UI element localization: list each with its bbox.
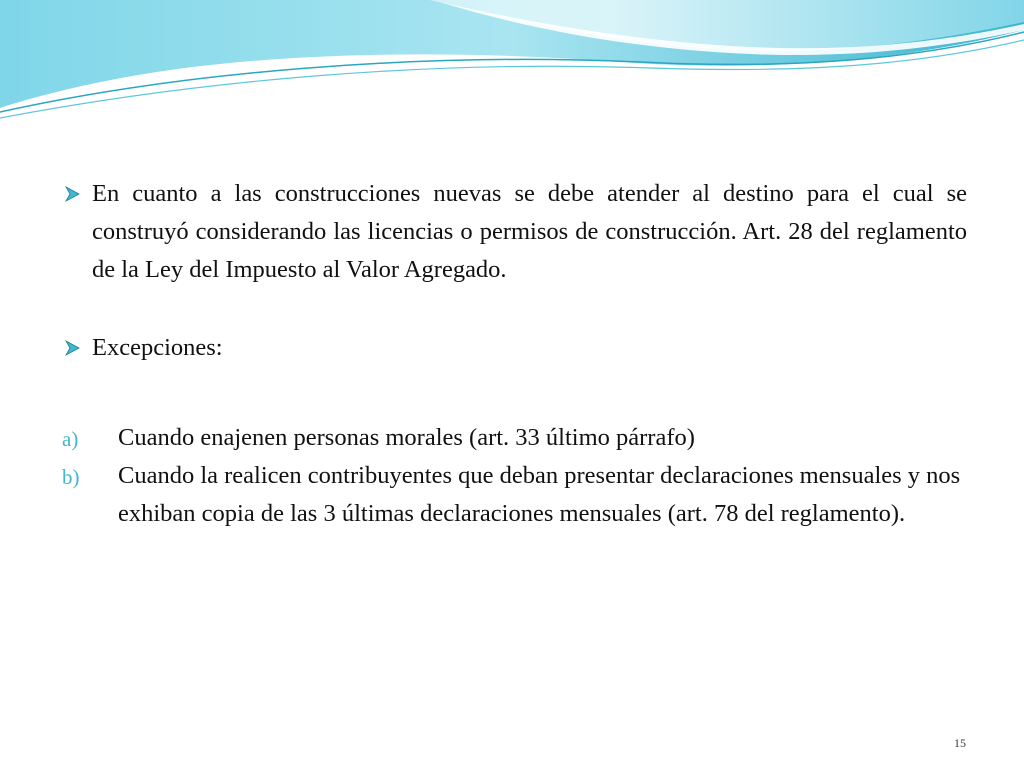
list-text: Cuando la realicen contribuyentes que deban presentar declaraciones mensuales y nos exhiban copia de las 3 últimas declaraciones mensuales (art. 78 del reglamento). <box>118 462 961 527</box>
list-item-a <box>62 419 967 457</box>
bullet-item-construcciones <box>62 175 967 289</box>
list-marker: b) <box>62 465 80 489</box>
bullet-text: En cuanto a las construcciones nuevas se debe atender al destino para el cual se construyó considerando las licencias o permisos de construcción. Art. 28 del reglamento de la Ley del Impuesto al Valor Agregado. <box>92 180 967 283</box>
bullet-text: Excepciones: <box>92 334 223 361</box>
arrow-bullet-icon <box>64 340 81 356</box>
list-item-b <box>62 457 967 533</box>
decorative-wave-header <box>0 0 1024 125</box>
list-marker: a) <box>62 427 79 451</box>
page-number: 15 <box>954 736 966 750</box>
slide-body <box>62 175 967 533</box>
arrow-bullet-icon <box>64 186 81 202</box>
list-text: Cuando enajenen personas morales (art. 33 último párrafo) <box>118 424 695 451</box>
bullet-item-excepciones <box>62 329 967 367</box>
